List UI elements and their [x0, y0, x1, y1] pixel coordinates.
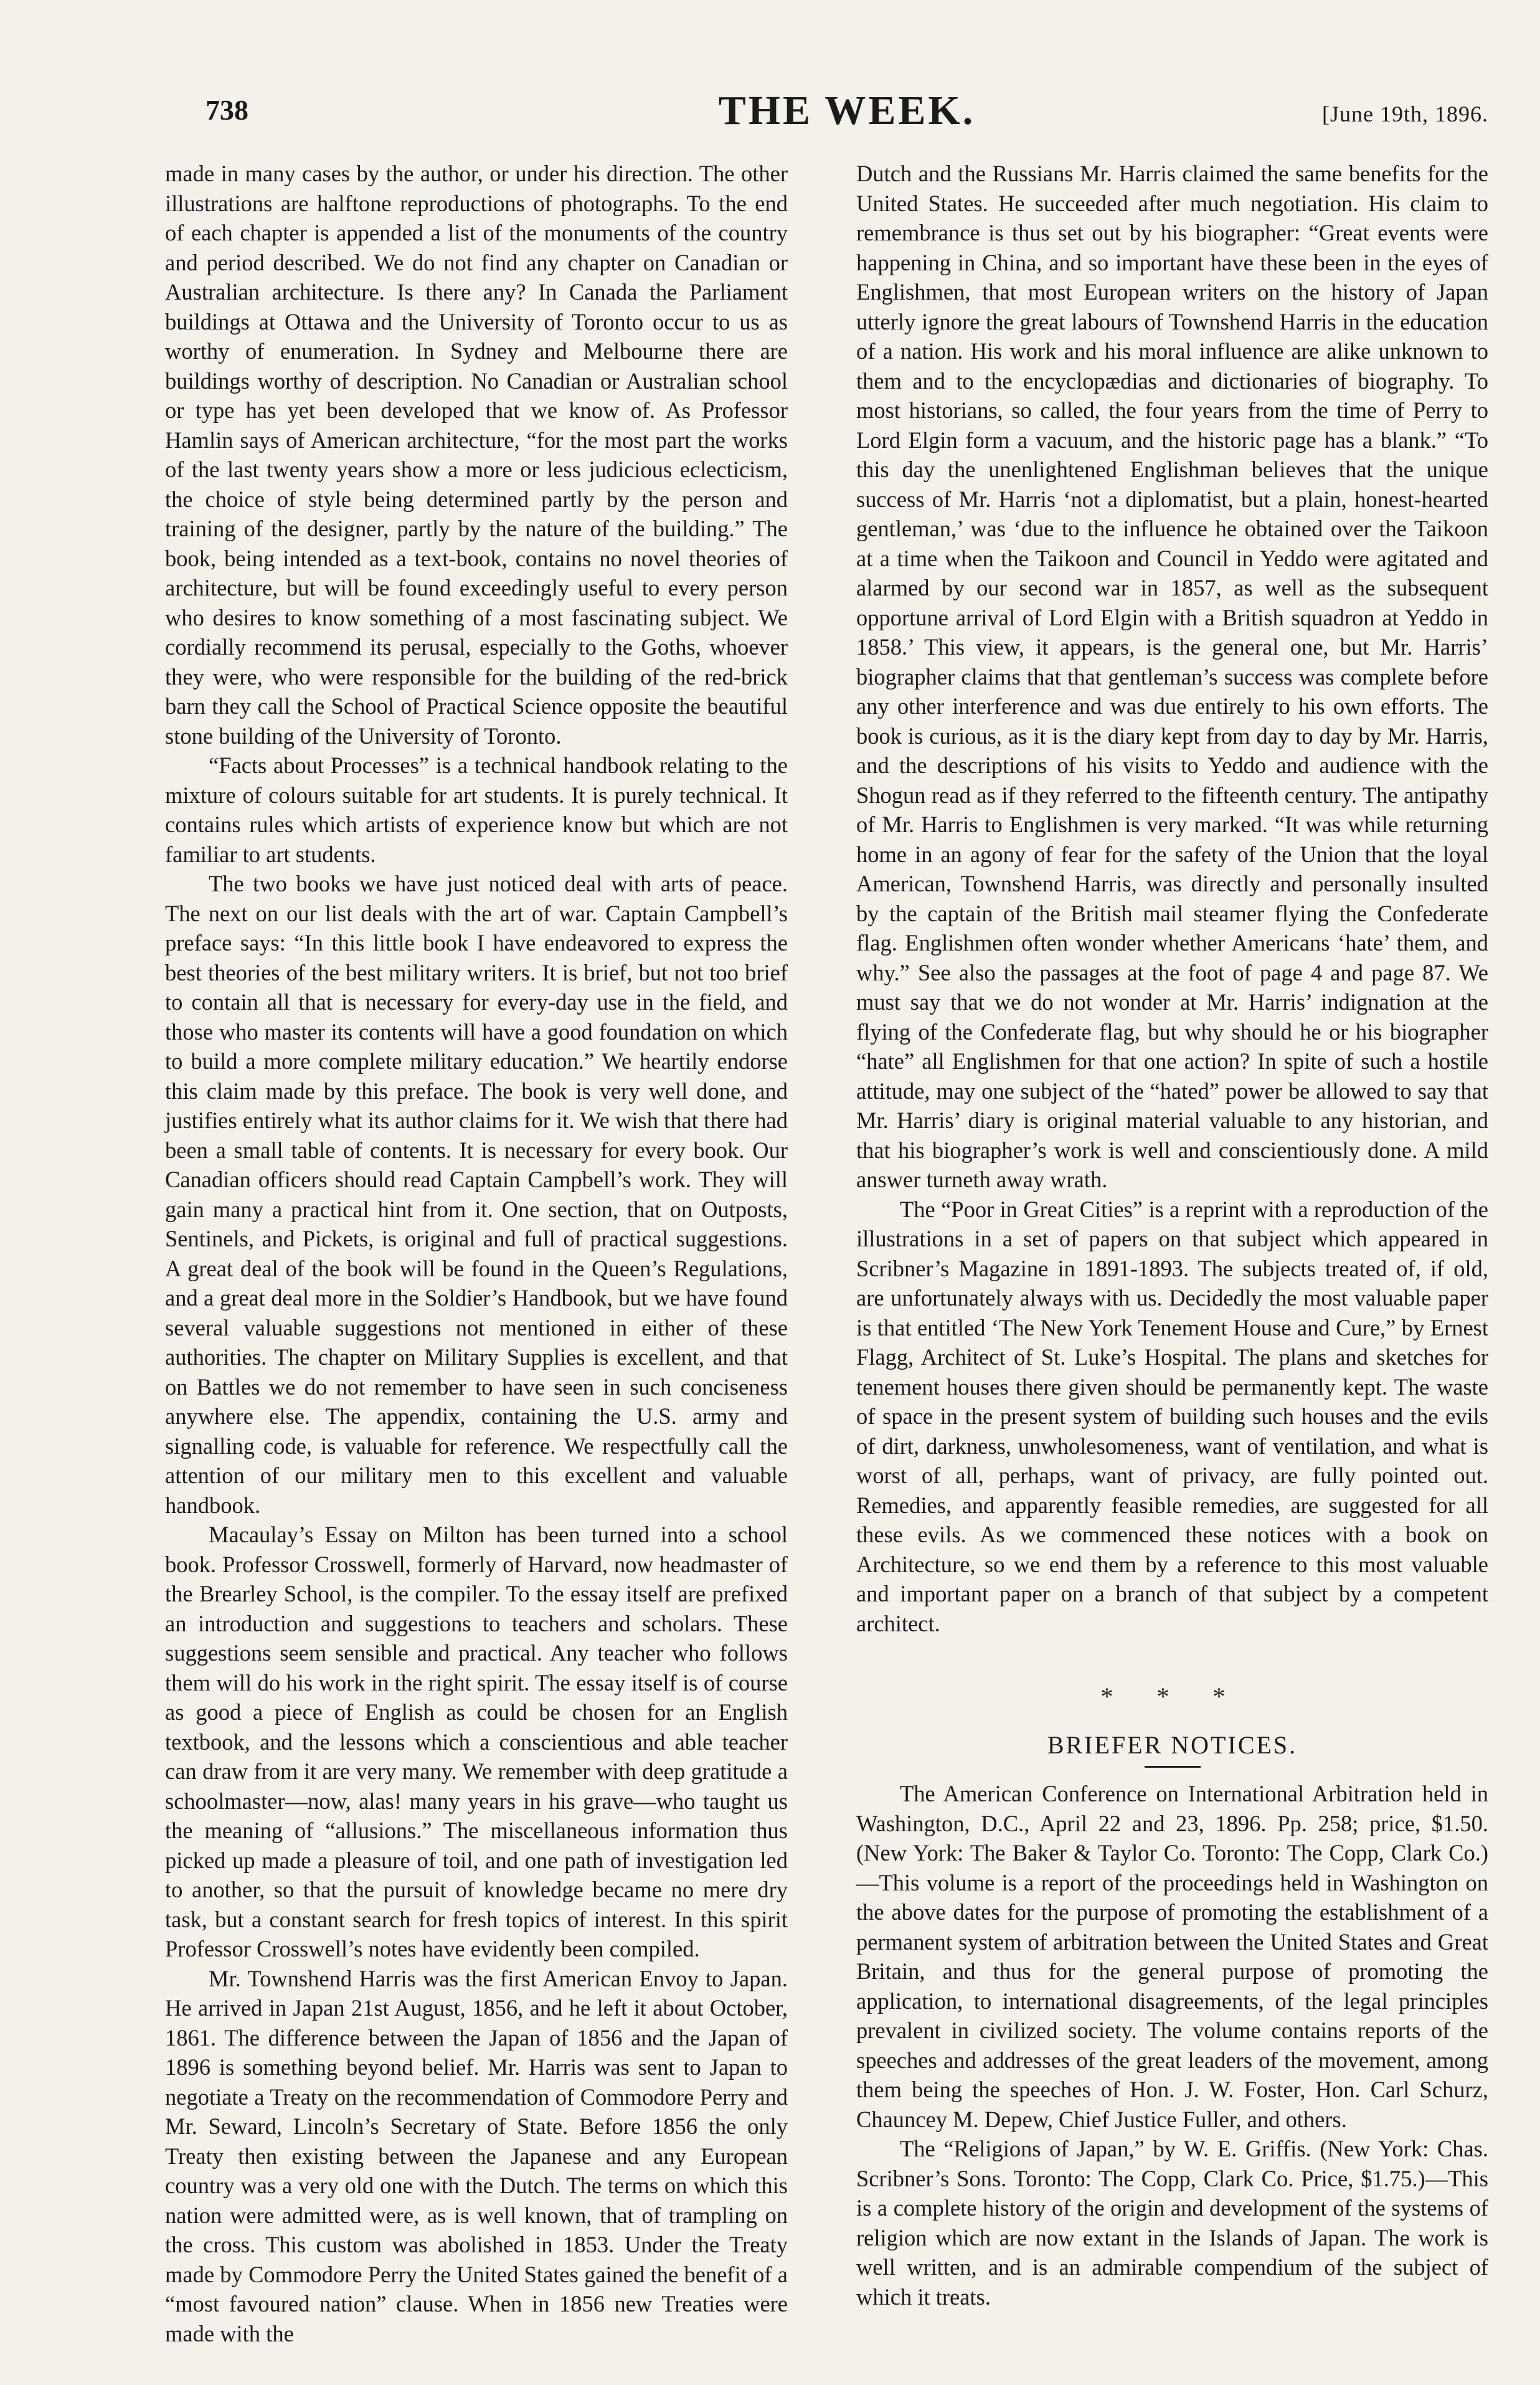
page-number: 738	[205, 94, 248, 126]
right-column	[856, 159, 1488, 2312]
left-column	[165, 159, 788, 2348]
section-separator: * * *	[1100, 1682, 1244, 1710]
section-title: BRIEFER NOTICES.	[1047, 1730, 1298, 1759]
page-header	[205, 87, 1488, 143]
journal-title: THE WEEK.	[718, 88, 976, 133]
paragraph: Mr. Townshend Harris was the first American Envoy to Japan. He arrived in Japan 21st August, 1856, and he left it about October, 1861. The difference between the Japan of 1856 and the Japan of 1896 is something beyond belief. Mr. Harris was sent to Japan to negotiate a Treaty on the recommendation of Commodore Perry and Mr. Seward, Lincoln’s Secretary of State. Before 1856 the only Treaty then existing between the Japanese and any European country was a very old one with the Dutch. The terms on which this nation were admitted were, as is well known, that of trampling on the cross. This custom was abolished in 1853. Under the Treaty made by Commodore Perry the United States gained the benefit of a “most favoured nation” clause. When in 1856 new Treaties were made with the	[165, 1965, 788, 2346]
paragraph: made in many cases by the author, or under his direction. The other illustrations are halftone reproductions of photographs. To the end of each chapter is appended a list of the monuments of the country and period described. We do not find any chapter on Canadian or Australian architecture. Is there any? In Canada the Parliament buildings at Ottawa and the University of Toronto occur to us as worthy of enumeration. In Sydney and Melbourne there are buildings worthy of description. No Canadian or Australian school or type has yet been developed that we know of. As Professor Hamlin says of American architecture, “for the most part the works of the last twenty years show a more or less judicious eclecticism, the choice of style being determined partly by the person and training of the designer, partly by the nature of the building.” The book, being intended as a text-book, contains no novel theories of architecture, but will be found exceedingly useful to every person who desires to know something of a most fascinating subject. We cordially recommend its perusal, especially to the Goths, whoever they were, who were responsible for the building of the red-brick barn they call the School of Practical Science opposite the beautiful stone building of the University of Toronto.	[165, 161, 788, 749]
paragraph: The “Poor in Great Cities” is a reprint with a reproduction of the illustrations in a set of papers on that subject which appeared in Scribner’s Magazine in 1891-1893. The subjects treated of, if old, are unfortunately always with us. Decidedly the most valuable paper is that entitled ‘The New York Tenement House and Cure,” by Ernest Flagg, Architect of St. Luke’s Hospital. The plans and sketches for tenement houses there given should be permanently kept. The waste of space in the present system of building such houses and the evils of dirt, darkness, unwholesomeness, want of ventilation, and what is worst of all, perhaps, want of privacy, are fully pointed out. Remedies, and apparently feasible remedies, are suggested for all these evils. As we commenced these notices with a book on Architecture, so we end them by a reference to this most valuable and important paper on a branch of that subject by a competent architect.	[856, 1196, 1488, 1636]
notice-paragraph: The American Conference on International Arbitration held in Washington, D.C., April 22 and 23, 1896. Pp. 258; price, $1.50. (New York: The Baker & Taylor Co. Toronto: The Copp, Clark Co.)—This volume is a report of the proceedings held in Washington on the above dates for the purpose of promoting the establishment of a permanent system of arbitration between the United States and Great Britain, and thus for the general purpose of promoting the application, to international disagreements, of the legal principles prevalent in civilized society. The volume contains reports of the speeches and addresses of the great leaders of the movement, among them being the speeches of Hon. J. W. Foster, Hon. Carl Schurz, Chauncey M. Depew, Chief Justice Fuller, and others.	[856, 1781, 1488, 2132]
paragraph: The two books we have just noticed deal with arts of peace. The next on our list deals with the art of war. Captain Campbell’s preface says: “In this little book I have endeavored to express the best theories of the best military writers. It is brief, but not too brief to contain all that is necessary for every-day use in the field, and those who master its contents will have a good foundation on which to build a more complete military education.” We heartily endorse this claim made by this preface. The book is very well done, and justifies entirely what its author claims for it. We wish that there had been a small table of contents. It is necessary for every book. Our Canadian officers should read Captain Campbell’s work. They will gain many a practical hint from it. One section, that on Outposts, Sentinels, and Pickets, is original and full of practical suggestions. A great deal of the book will be found in the Queen’s Regulations, and a great deal more in the Soldier’s Handbook, but we have found several valuable suggestions not mentioned in either of these authorities. The chapter on Military Supplies is excellent, and that on Battles we do not remember to have seen in such conciseness anywhere else. The appendix, containing the U.S. army and signalling code, is valuable for reference. We respectfully call the attention of our military men to this excellent and valuable handbook.	[165, 871, 788, 1518]
paragraph: Macaulay’s Essay on Milton has been turned into a school book. Professor Crosswell, formerly of Harvard, now headmaster of the Brearley School, is the compiler. To the essay itself are prefixed an introduction and suggestions to teachers and scholars. These suggestions seem sensible and practical. Any teacher who follows them will do his work in the right spirit. The essay itself is of course as good a piece of English as could be chosen for an English textbook, and the lessons which a conscientious and able teacher can draw from it are very many. We remember with deep gratitude a schoolmaster—now, alas! many years in his grave—who taught us the meaning of “allusions.” The miscellaneous information thus picked up made a pleasure of toil, and one path of investigation led to another, so that the pursuit of knowledge became no mere dry task, but a constant search for fresh topics of interest. In this spirit Professor Crosswell’s notes have evidently been compiled.	[165, 1522, 788, 1961]
title-rule	[1145, 1766, 1201, 1768]
paragraph: Dutch and the Russians Mr. Harris claimed the same benefits for the United States. He succeeded after much negotiation. His claim to remembrance is thus set out by his biographer: “Great events were happening in China, and so important have these been in the eyes of Englishmen, that most European writers on the history of Japan utterly ignore the great labours of Townshend Harris in the education of a nation. His work and his moral influence are alike unknown to them and to the encyclopædias and dictionaries of biography. To most historians, so called, the four years from the time of Perry to Lord Elgin form a vacuum, and the historic page has a blank.” “To this day the unenlightened Englishman believes that the unique success of Mr. Harris ‘not a diplomatist, but a plain, honest-hearted gentleman,’ was ‘due to the influence he obtained over the Taikoon at a time when the Taikoon and Council in Yeddo were agitated and alarmed by our second war in 1857, as well as the subsequent opportune arrival of Lord Elgin with a British squadron at Yeddo in 1858.’ This view, it appears, is the general one, but Mr. Harris’ biographer claims that that gentleman’s success was complete before any other interference and was due entirely to his own efforts. The book is curious, as it is the diary kept from day to day by Mr. Harris, and the descriptions of his visits to Yeddo and audience with the Shogun read as if they referred to the fifteenth century. The antipathy of Mr. Harris to Englishmen is very marked. “It was while returning home in an agony of fear for the safety of the Union that the loyal American, Townshend Harris, was directly and personally insulted by the captain of the British mail steamer flying the Confederate flag. Englishmen often wonder whether Americans ‘hate’ them, and why.” See also the passages at the foot of page 4 and page 87. We must say that we do not wonder at Mr. Harris’ indignation at the flying of the Confederate flag, but why should he or his biographer “hate” all Englishmen for that one action? In spite of such a hostile attitude, may one subject of the “hated” power be allowed to say that Mr. Harris’ diary is original material valuable to any historian, and that his biographer’s work is well and conscientiously done. A mild answer turneth away wrath.	[856, 161, 1488, 1192]
paragraph: “Facts about Processes” is a technical handbook relating to the mixture of colours suitable for art students. It is purely technical. It contains rules which artists of experience know but which are not familiar to art students.	[165, 752, 788, 867]
notice-paragraph: The “Religions of Japan,” by W. E. Griffis. (New York: Chas. Scribner’s Sons. Toronto: The Copp, Clark Co. Price, $1.75.)—This is a complete history of the origin and development of the systems of religion which are now extant in the Islands of Japan. The work is well written, and is an admirable compendium of the subject of which it treats.	[856, 2136, 1488, 2310]
issue-date: [June 19th, 1896.	[1322, 102, 1488, 126]
